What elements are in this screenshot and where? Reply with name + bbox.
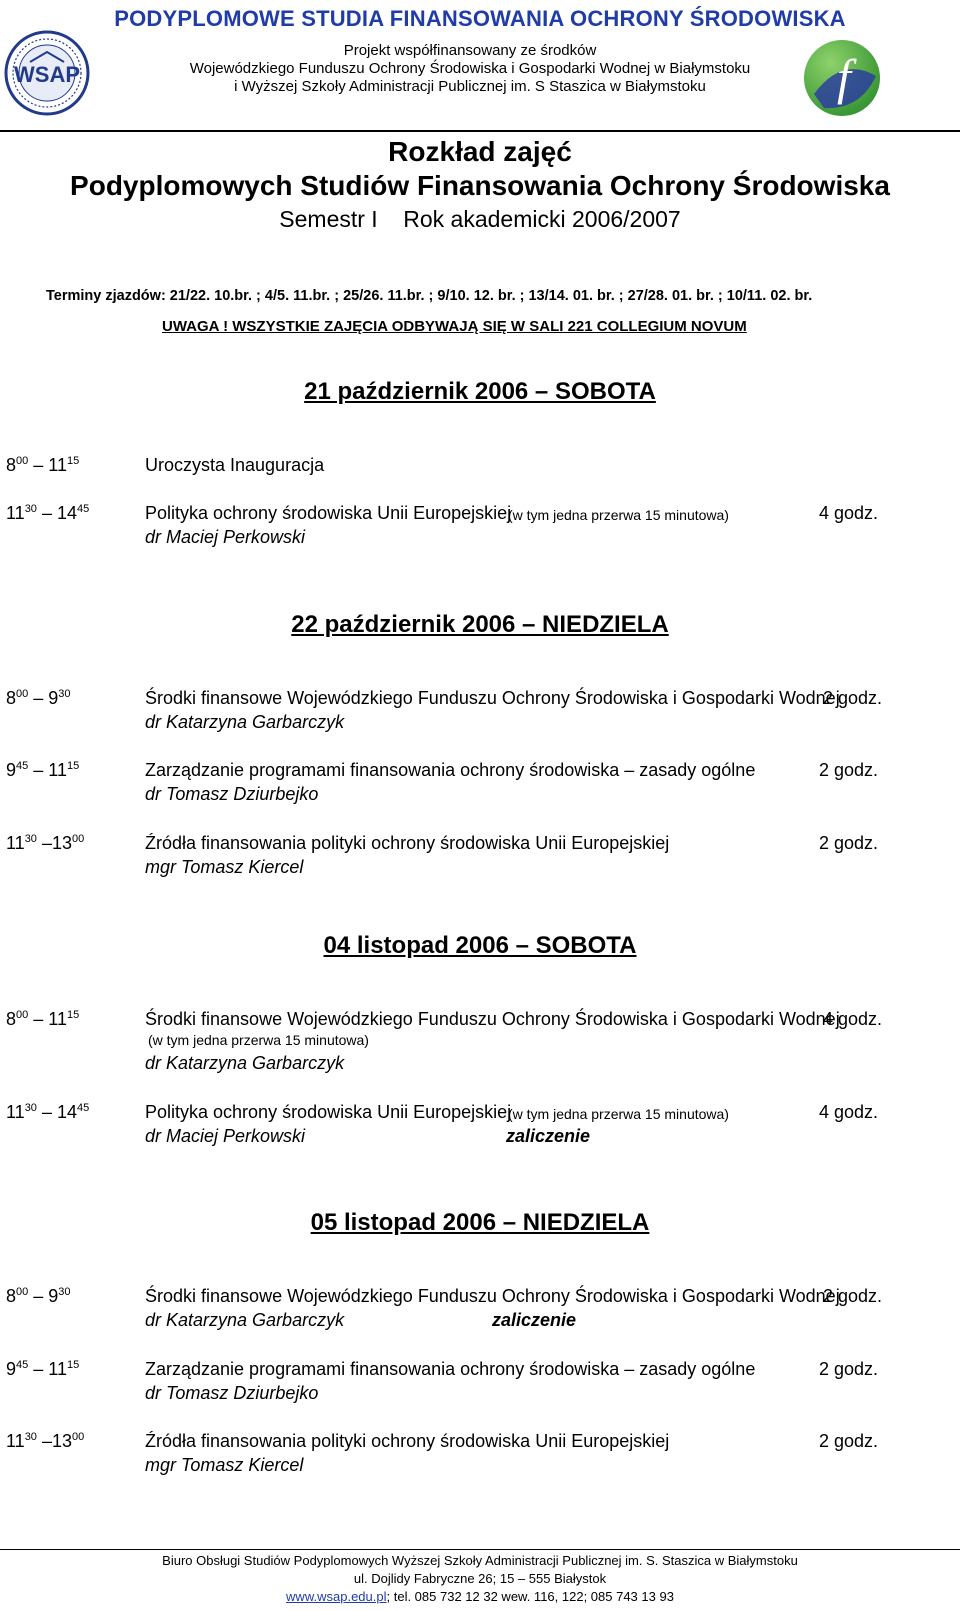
fund-logo-icon [800, 36, 884, 120]
fund-logo [800, 36, 884, 120]
session-time: $11^{30}$ $-13^{00}$ [6, 833, 85, 853]
session-lecturer: mgr Tomasz Kiercel [145, 1455, 304, 1475]
session-lecturer: dr Maciej Perkowski [145, 1126, 306, 1146]
session-subject: Środki finansowe Wojewódzkiego Funduszu Ochrony Środowiska i Gospodarki Wodnej [145, 1009, 840, 1029]
project-line-3: i Wyższej Szkoły Administracji Publicznej im. S Staszica w Białymstoku [234, 78, 706, 95]
credit-label: zaliczenie [506, 1126, 591, 1146]
break-note: (w tym jedna przerwa 15 minutowa) [508, 507, 729, 523]
session-time: $8^{00} - 11^{15}$ [6, 455, 80, 475]
session-subject: Źródła finansowania polityki ochrony środowiska Unii Europejskiej [145, 833, 670, 853]
session-time: $9^{45} - 11^{15}$ [6, 760, 80, 780]
session-subject: Zarządzanie programami finansowania ochrony środowiska – zasady ogólne [145, 1359, 756, 1379]
session-subject: Uroczysta Inauguracja [145, 455, 325, 475]
session-hours: 2 godz. [818, 1431, 878, 1451]
day-heading: 05 listopad 2006 – NIEDZIELA [310, 1209, 650, 1236]
session-time: $8^{00} - 9^{30}$ [6, 688, 71, 708]
footer-phones: ; tel. 085 732 12 32 wew. 116, 122; 085 743 13 93 [386, 1589, 674, 1604]
program-title: PODYPLOMOWE STUDIA FINANSOWANIA OCHRONY ŚRODOWISKA [114, 6, 846, 31]
session-hours: 2 godz. [818, 1359, 878, 1379]
session-lecturer: dr Katarzyna Garbarczyk [145, 1053, 345, 1073]
session-lecturer: dr Tomasz Dziurbejko [145, 1383, 319, 1403]
session-subject: Środki finansowe Wojewódzkiego Funduszu Ochrony Środowiska i Gospodarki Wodnej [145, 688, 840, 708]
session-hours: 2 godz. [822, 1286, 882, 1306]
wsap-seal-icon [4, 28, 90, 118]
session-hours: 2 godz. [822, 688, 882, 708]
day-heading: 22 październik 2006 – NIEDZIELA [291, 611, 669, 638]
project-line-1: Projekt współfinansowany ze środków [343, 42, 597, 59]
room-notice: UWAGA ! WSZYSTKIE ZAJĘCIA ODBYWAJĄ SIĘ W SALI 221 COLLEGIUM NOVUM [162, 318, 747, 335]
session-lecturer: mgr Tomasz Kiercel [145, 857, 304, 877]
footer-contact [0, 1588, 960, 1606]
studies-title: Podyplomowych Studiów Finansowania Ochrony Środowiska [70, 170, 890, 201]
session-time: $8^{00} - 11^{15}$ [6, 1009, 80, 1029]
break-note: (w tym jedna przerwa 15 minutowa) [508, 1106, 729, 1122]
session-lecturer: dr Tomasz Dziurbejko [145, 784, 319, 804]
session-hours: 2 godz. [818, 833, 878, 853]
break-note: (w tym jedna przerwa 15 minutowa) [148, 1032, 369, 1048]
wsap-logo [4, 28, 90, 118]
footer-office: Biuro Obsługi Studiów Podyplomowych Wyższej Szkoły Administracji Publicznej im. S. Staszica w Białymstoku [162, 1553, 798, 1568]
session-lecturer: dr Katarzyna Garbarczyk [145, 712, 345, 732]
session-subject: Zarządzanie programami finansowania ochrony środowiska – zasady ogólne [145, 760, 756, 780]
project-line-2: Wojewódzkiego Funduszu Ochrony Środowiska i Gospodarki Wodnej w Białymstoku [189, 60, 751, 77]
credit-label: zaliczenie [492, 1310, 577, 1330]
session-subject: Źródła finansowania polityki ochrony środowiska Unii Europejskiej [145, 1431, 670, 1451]
session-lecturer: dr Katarzyna Garbarczyk [145, 1310, 345, 1330]
session-subject: Środki finansowe Wojewódzkiego Funduszu Ochrony Środowiska i Gospodarki Wodnej [145, 1286, 840, 1306]
session-time: $9^{45} - 11^{15}$ [6, 1359, 80, 1379]
session-hours: 4 godz. [818, 1102, 878, 1122]
session-time: $8^{00} - 9^{30}$ [6, 1286, 71, 1306]
meeting-dates: Terminy zjazdów: 21/22. 10.br. ; 4/5. 11.br. ; 25/26. 11.br. ; 9/10. 12. br. ; 13/14. 01. br. ; 27/28. 01. br. ; 10/11. 02. br. [46, 288, 813, 304]
svg-text:f: f [837, 49, 851, 105]
session-time: $11^{30} - 14^{45}$ [6, 1102, 90, 1122]
session-lecturer: dr Maciej Perkowski [145, 527, 306, 547]
svg-text:WSAP: WSAP [14, 62, 80, 87]
footer-divider [0, 1549, 960, 1550]
session-subject: Polityka ochrony środowiska Unii Europejskiej [145, 1102, 512, 1122]
session-hours: 4 godz. [818, 503, 878, 523]
website-link[interactable]: www.wsap.edu.pl [286, 1589, 387, 1604]
session-hours: 4 godz. [822, 1009, 882, 1029]
session-subject: Polityka ochrony środowiska Unii Europejskiej [145, 503, 512, 523]
semester-line: Semestr I Rok akademicki 2006/2007 [279, 206, 681, 232]
session-time: $11^{30}$ $-13^{00}$ [6, 1431, 85, 1451]
day-heading: 21 październik 2006 – SOBOTA [304, 378, 656, 405]
footer-address: ul. Dojlidy Fabryczne 26; 15 – 555 Białystok [353, 1571, 607, 1586]
day-heading: 04 listopad 2006 – SOBOTA [323, 932, 637, 959]
session-time: $11^{30} - 14^{45}$ [6, 503, 90, 523]
schedule-title: Rozkład zajęć [388, 136, 572, 167]
session-hours: 2 godz. [818, 760, 878, 780]
header-divider [0, 130, 960, 132]
